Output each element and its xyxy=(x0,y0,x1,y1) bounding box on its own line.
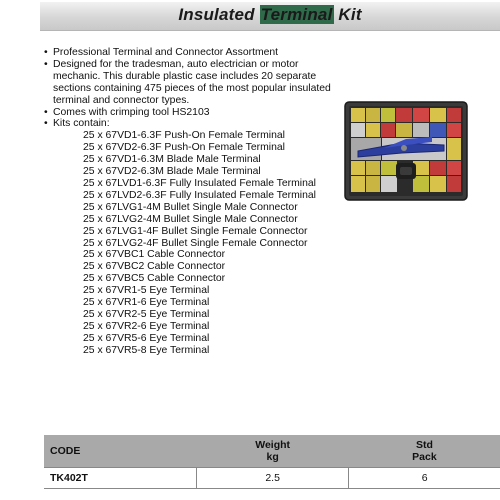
pack-label-line2: Pack xyxy=(412,451,437,463)
kit-item: 25 x 67LVG2-4M Bullet Single Male Connector xyxy=(83,213,298,225)
col-header-weight xyxy=(196,435,349,468)
title-bar xyxy=(40,2,500,31)
kit-item: 25 x 67VR5-6 Eye Terminal xyxy=(83,332,210,344)
title-post: Kit xyxy=(333,5,362,24)
weight-unit: kg xyxy=(266,451,279,463)
col-header-pack xyxy=(349,435,500,468)
cell-weight: 2.5 xyxy=(196,468,349,489)
title-pre: Insulated xyxy=(178,5,260,24)
kit-item: 25 x 67LVD1-6.3F Fully Insulated Female Terminal xyxy=(83,177,316,189)
title-highlight: Terminal xyxy=(260,5,333,24)
kit-item: 25 x 67VBC5 Cable Connector xyxy=(83,273,226,285)
table-row xyxy=(44,468,500,489)
terminal-kit-case-image xyxy=(344,101,468,201)
kit-item: 25 x 67VD1-6.3M Blade Male Terminal xyxy=(83,154,261,166)
table-header-row xyxy=(44,435,500,468)
kit-item: 25 x 67VR2-5 Eye Terminal xyxy=(83,308,210,320)
kit-item: 25 x 67VBC1 Cable Connector xyxy=(83,249,226,261)
kit-item: 25 x 67LVG1-4F Bullet Single Female Connector xyxy=(83,225,308,237)
feature-list xyxy=(44,47,334,357)
kit-item: 25 x 67LVG1-4M Bullet Single Male Connector xyxy=(83,201,298,213)
feature-item xyxy=(44,118,334,356)
feature-item: • Comes with crimping tool HS2103 xyxy=(44,107,334,119)
kit-item: 25 x 67LVG2-4F Bullet Single Female Connector xyxy=(83,237,308,249)
kit-item: 25 x 67VR5-8 Eye Terminal xyxy=(83,344,210,356)
kit-item: 25 x 67VBC2 Cable Connector xyxy=(83,261,226,273)
kit-item: 25 x 67VD1-6.3F Push-On Female Terminal xyxy=(83,130,285,142)
product-description xyxy=(44,47,334,357)
kit-item: 25 x 67LVD2-6.3F Fully Insulated Female Terminal xyxy=(83,189,316,201)
kit-item: 25 x 67VR1-6 Eye Terminal xyxy=(83,297,210,309)
cell-code: TK402T xyxy=(44,468,196,489)
kit-list xyxy=(53,130,334,356)
pack-label-line1: Std xyxy=(415,439,433,451)
kit-item: 25 x 67VR2-6 Eye Terminal xyxy=(83,320,210,332)
kits-heading: Kits contain: xyxy=(53,118,110,130)
feature-item: • Professional Terminal and Connector Assortment xyxy=(44,47,334,59)
spec-table xyxy=(44,435,500,489)
kit-item: 25 x 67VR1-5 Eye Terminal xyxy=(83,285,210,297)
kit-item: 25 x 67VD2-6.3F Push-On Female Terminal xyxy=(83,142,285,154)
kit-item: 25 x 67VD2-6.3M Blade Male Terminal xyxy=(83,166,261,178)
col-header-code: CODE xyxy=(44,435,196,468)
feature-item: • Designed for the tradesman, auto electrician or motor mechanic. This durable plastic case includes 20 separate sections containing 475 pieces of the most popular insulated terminal and connector types. xyxy=(44,59,334,107)
cell-pack: 6 xyxy=(349,468,500,489)
weight-label: Weight xyxy=(255,439,291,451)
page-title xyxy=(178,5,361,25)
